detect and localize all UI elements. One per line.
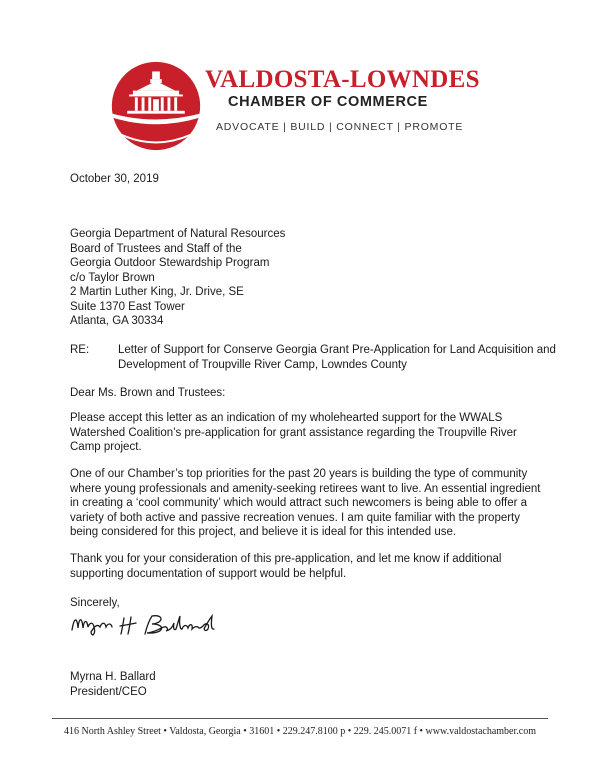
re-line: Development of Troupville River Camp, Lowndes County (118, 358, 407, 371)
address-line: Board of Trustees and Staff of the (70, 242, 242, 255)
address-line: Georgia Outdoor Stewardship Program (70, 257, 270, 269)
footer-divider (52, 718, 548, 719)
paragraph-line: supporting documentation of support would be helpful. (70, 567, 347, 580)
org-subtitle: CHAMBER OF COMMERCE (228, 94, 428, 110)
chamber-logo-icon (108, 58, 204, 154)
org-tagline: ADVOCATE | BUILD | CONNECT | PROMOTE (216, 121, 464, 133)
signer-title: President/CEO (70, 686, 147, 698)
paragraph-line: One of our Chamber’s top priorities for the past 20 years is building the type of community (70, 468, 528, 480)
paragraph-line: Please accept this letter as an indication of my wholehearted support for the WWALS (70, 412, 503, 424)
signer-name: Myrna H. Ballard (70, 671, 156, 683)
paragraph-thanks (70, 552, 502, 581)
paragraph-line: Thank you for your consideration of this pre-application, and let me know if additional (70, 553, 502, 565)
paragraph-line: where young professionals and amenity-seeking retirees want to live. An essential ingredient (70, 482, 541, 495)
re-line: Letter of Support for Conserve Georgia Grant Pre-Application for Land Acquisition and (118, 344, 556, 356)
footer-contact: 416 North Ashley Street • Valdosta, Georgia • 31601 • 229.247.8100 p • 229. 245.0071 f • www.valdostachamber.com (64, 726, 536, 737)
address-line: Suite 1370 East Tower (70, 300, 185, 313)
closing: Sincerely, (70, 597, 120, 609)
paragraph-support (70, 411, 517, 455)
org-name: VALDOSTA-LOWNDES (205, 66, 480, 93)
paragraph-line: Watershed Coalition’s pre-application for grant assistance regarding the Troupville River (70, 426, 517, 439)
paragraph-line: in creating a ‘cool community’ which would attract such newcomers is being able to offer a (70, 497, 528, 509)
address-line: Georgia Department of Natural Resources (70, 228, 286, 240)
re-label: RE: (70, 344, 90, 356)
address-line: Atlanta, GA 30334 (70, 315, 164, 327)
address-line: 2 Martin Luther King, Jr. Drive, SE (70, 286, 244, 298)
address-line: c/o Taylor Brown (70, 271, 155, 284)
paragraph-line: being considered for this project, and believe it is ideal for this intended use. (70, 526, 457, 538)
paragraph-priorities (70, 467, 541, 540)
letter-date: October 30, 2019 (70, 173, 159, 185)
handwritten-signature (68, 608, 248, 642)
paragraph-line: variety of both active and passive recreation venues. I am quite familiar with the property (70, 511, 521, 524)
paragraph-line: Camp project. (70, 441, 142, 453)
re-subject (118, 343, 556, 372)
recipient-address (70, 227, 285, 329)
salutation: Dear Ms. Brown and Trustees: (70, 387, 226, 399)
